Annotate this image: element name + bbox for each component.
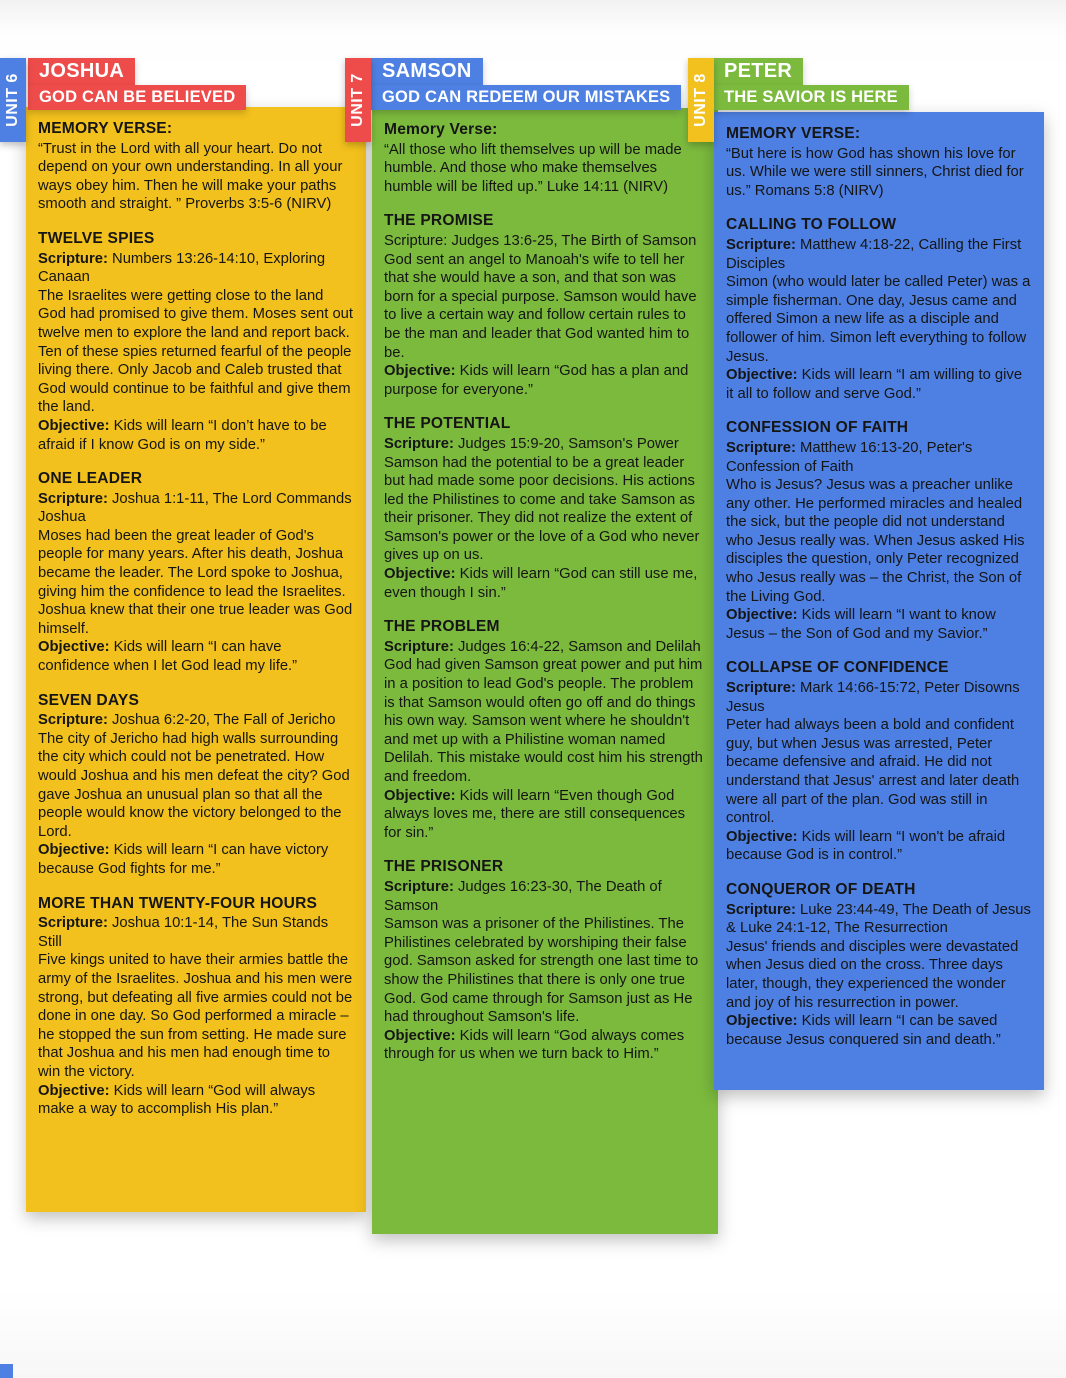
field-text: Judges 16:23-30, The Death of Samson	[384, 878, 662, 914]
field-text: Kids will learn “God can still use me, even though I sin.”	[384, 566, 698, 601]
field-text: Joshua 6:2-20, The Fall of Jericho	[112, 712, 336, 729]
field-label: Objective:	[726, 1013, 798, 1030]
body-text	[38, 527, 354, 639]
objective-line	[38, 1082, 354, 1119]
field-text: Judges 16:4-22, Samson and Delilah	[458, 638, 701, 655]
field-label: Scripture:	[384, 232, 448, 249]
section	[726, 659, 1032, 865]
peter-title	[713, 58, 803, 85]
objective-line	[384, 1027, 706, 1064]
field-text: Kids will learn “I am willing to give it all to follow and serve God.”	[726, 367, 1023, 402]
field-label: Scripture:	[726, 901, 796, 918]
field-text: The city of Jericho had high walls surrounding the city which could not be penetrated. How would Joshua and his men defeat the city? God gave Joshua an unusual plan so that all the people would know the victory belonged to the Lord.	[38, 730, 350, 840]
field-text: Numbers 13:26-14:10, Exploring Canaan	[38, 250, 326, 286]
field-text: Samson was a prisoner of the Philistines. The Philistines celebrated by worshiping their false god. Samson asked for strength one last time to show the Philistines that there is only one true God. God came through for Samson just as He had throughout Samson's life.	[384, 916, 699, 1026]
body-text	[38, 140, 354, 214]
unit-7-tab-label: UNIT 7	[349, 73, 366, 127]
body-text	[38, 951, 354, 1081]
section-title: COLLAPSE OF CONFIDENCE	[726, 659, 949, 677]
scripture-line	[726, 901, 1032, 938]
field-label: Scripture:	[726, 680, 796, 697]
samson-title	[371, 58, 483, 85]
field-text: Kids will learn “I can have confidence when I let God lead my life.”	[38, 639, 298, 675]
objective-line	[726, 606, 1032, 643]
field-text: God had given Samson great power and put him in a position to lead God's people. The problem is that Samson would often go off and do things his own way. Samson went where he shouldn't and met up with a Philistine woman named Delilah. This mistake would cost him his strength and freedom.	[384, 657, 703, 785]
field-label: Scripture:	[726, 236, 796, 253]
section	[384, 858, 706, 1064]
section	[38, 895, 354, 1119]
section	[384, 415, 706, 602]
body-text	[38, 730, 354, 842]
field-label: Objective:	[384, 1027, 456, 1044]
field-label: Objective:	[384, 787, 456, 804]
scripture-line	[38, 711, 354, 730]
samson-subtitle-text: GOD CAN REDEEM OUR MISTAKES	[382, 88, 671, 106]
scripture-line	[38, 250, 354, 287]
section-title: CALLING TO FOLLOW	[726, 216, 897, 234]
section	[726, 419, 1032, 643]
field-text: Kids will learn “I don’t have to be afraid if I know God is on my side.”	[38, 417, 327, 453]
peter-subtitle-text: THE SAVIOR IS HERE	[724, 88, 898, 106]
unit-column-samson	[372, 108, 718, 1234]
section-title: THE PROBLEM	[384, 618, 500, 636]
field-text: Luke 23:44-49, The Death of Jesus & Luke 24:1-12, The Resurrection	[726, 901, 1031, 937]
field-label: Scripture:	[38, 250, 108, 267]
unit-8-tab	[688, 58, 714, 142]
section-title: Memory Verse:	[384, 121, 498, 138]
field-text: Peter had always been a bold and confident guy, but when Jesus was arrested, Peter became defensive and afraid. He did not understand that Jesus' arrest and later death were all part of the plan. God was still in control.	[726, 717, 1020, 827]
field-label: Scripture:	[38, 712, 108, 729]
section	[38, 470, 354, 676]
samson-sections	[372, 108, 718, 1064]
body-text	[384, 915, 706, 1027]
field-label: Objective:	[38, 842, 110, 859]
scripture-line	[384, 638, 706, 657]
field-text: Judges 15:9-20, Samson's Power	[458, 435, 679, 452]
field-label: Scripture:	[384, 638, 454, 655]
body-text	[384, 656, 706, 786]
section	[384, 121, 706, 196]
field-text: Kids will learn “God has a plan and purpose for everyone.”	[384, 363, 689, 398]
field-text: “But here is how God has shown his love for us. While we were still sinners, Christ died for us.” Romans 5:8 (NIRV)	[726, 145, 1024, 199]
field-label: Objective:	[384, 363, 456, 380]
objective-line	[726, 1012, 1032, 1049]
section-title: CONFESSION OF FAITH	[726, 419, 909, 437]
peter-title-text: PETER	[724, 60, 793, 82]
scripture-line	[726, 679, 1032, 716]
field-text: “Trust in the Lord with all your heart. Do not depend on your own understanding. In all your ways obey him. Then he will make your paths smooth and straight. ” Proverbs 3:5-6 (NIRV)	[38, 140, 343, 213]
field-text: God sent an angel to Manoah's wife to tell her that she would have a son, and that son was born for a special purpose. Samson would have to live a certain way and follow certain rules to be the man and leader that God wanted him to be.	[384, 251, 697, 361]
section-title: THE PROMISE	[384, 212, 494, 230]
field-text: Matthew 16:13-20, Peter's Confession of Faith	[726, 439, 973, 475]
field-text: Kids will learn “I can be saved because Jesus conquered sin and death.”	[726, 1013, 1001, 1048]
section-title: CONQUEROR OF DEATH	[726, 880, 916, 898]
body-text	[726, 145, 1032, 201]
field-text: Kids will learn “Even though God always loves me, there are still consequences for sin.”	[384, 787, 686, 841]
field-text: Who is Jesus? Jesus was a preacher unlike any other. He performed miracles and healed the sick, but the people did not understand who Jesus really was. When Jesus asked His disciples the question, only Peter recognized who Jesus really was – the Christ, the Son of the Living God.	[726, 477, 1025, 605]
body-text	[726, 938, 1032, 1012]
body-text	[384, 454, 706, 566]
objective-line	[38, 841, 354, 878]
field-label: Scripture:	[384, 878, 454, 895]
field-text: Matthew 4:18-22, Calling the First Disciples	[726, 236, 1022, 272]
body-text	[384, 141, 706, 197]
field-text: Kids will learn “I won't be afraid because God is in control.”	[726, 828, 1006, 864]
section	[38, 692, 354, 879]
scripture-line	[384, 232, 706, 251]
scripture-line	[384, 435, 706, 454]
field-text: Kids will learn “I can have victory because God fights for me.”	[38, 842, 329, 877]
scripture-line	[726, 439, 1032, 476]
body-text	[726, 476, 1032, 606]
body-text	[38, 287, 354, 417]
field-text: Samson had the potential to be a great leader but had made some poor decisions. His actions led the Philistines to come and take Samson as their prisoner. They did not realize the extent of Samson's power or the love of a God who never gives up on us.	[384, 454, 700, 564]
objective-line	[384, 787, 706, 843]
objective-line	[38, 417, 354, 454]
scripture-line	[726, 236, 1032, 273]
objective-line	[384, 362, 706, 399]
field-text: Five kings united to have their armies battle the army of the Israelites. Joshua and his men were strong, but defeating all five armies could not be done in one day. So God performed a miracle – he stopped the sun from setting. He made sure that Joshua and his men had enough time to win the victory.	[38, 952, 353, 1080]
field-text: Joshua 1:1-11, The Lord Commands Joshua	[38, 490, 352, 526]
next-unit-tab-peek	[0, 1364, 13, 1378]
field-text: Kids will learn “God always comes through for us when we turn back to Him.”	[384, 1027, 685, 1063]
objective-line	[726, 366, 1032, 403]
unit-6-tab-label: UNIT 6	[4, 73, 21, 127]
field-label: Objective:	[726, 367, 798, 384]
scripture-line	[38, 914, 354, 951]
unit-8-tab-label: UNIT 8	[692, 73, 709, 127]
samson-title-text: SAMSON	[382, 60, 472, 82]
section-title: MEMORY VERSE:	[38, 120, 173, 137]
joshua-subtitle-text: GOD CAN BE BELIEVED	[39, 88, 236, 106]
field-text: Judges 13:6-25, The Birth of Samson	[451, 232, 697, 249]
field-text: Mark 14:66-15:72, Peter Disowns Jesus	[726, 680, 1020, 715]
section-title: SEVEN DAYS	[38, 691, 140, 709]
section-title: THE PRISONER	[384, 858, 504, 876]
field-label: Objective:	[38, 1082, 110, 1099]
objective-line	[38, 638, 354, 675]
joshua-title-text: JOSHUA	[39, 60, 125, 82]
unit-column-joshua	[26, 107, 366, 1212]
section	[726, 881, 1032, 1049]
objective-line	[384, 565, 706, 602]
joshua-sections	[26, 107, 366, 1119]
body-text	[726, 273, 1032, 366]
section	[384, 212, 706, 399]
scripture-line	[384, 878, 706, 915]
field-label: Scripture:	[726, 439, 796, 456]
unit-7-tab	[345, 58, 371, 142]
field-label: Objective:	[726, 607, 798, 624]
field-text: Jesus' friends and disciples were devastated when Jesus died on the cross. Three days later, though, they experienced the wonder and joy of his resurrection in power.	[726, 938, 1019, 1011]
field-text: Moses had been the great leader of God's people for many years. After his death, Joshua became the leader. The Lord spoke to Joshua, giving him the confidence to lead the Israelites. Joshua knew that their one true leader was God himself.	[38, 527, 353, 637]
peter-sections	[714, 112, 1044, 1049]
section-title: TWELVE SPIES	[38, 229, 155, 247]
joshua-subtitle	[28, 85, 246, 110]
field-label: Scripture:	[38, 490, 108, 507]
field-label: Scripture:	[384, 435, 454, 452]
body-text	[384, 251, 706, 363]
field-text: Joshua 10:1-14, The Sun Stands Still	[38, 915, 329, 950]
scripture-line	[38, 490, 354, 527]
section-title: MORE THAN TWENTY-FOUR HOURS	[38, 894, 318, 912]
section	[384, 618, 706, 842]
body-text	[726, 716, 1032, 828]
field-label: Objective:	[38, 639, 110, 656]
section-title: MEMORY VERSE:	[726, 125, 861, 142]
unit-column-peter	[714, 112, 1044, 1090]
peter-subtitle	[713, 85, 909, 110]
section	[726, 216, 1032, 403]
field-label: Scripture:	[38, 915, 108, 932]
joshua-title	[28, 58, 135, 85]
field-text: The Israelites were getting close to the land God had promised to give them. Moses sent out twelve men to explore the land and report back. Ten of these spies returned fearful of the people living there. Only Jacob and Caleb trusted that God would continue to be faithful and give them the land.	[38, 287, 354, 416]
section	[38, 230, 354, 454]
section	[726, 125, 1032, 200]
field-label: Objective:	[384, 566, 456, 583]
unit-6-tab	[0, 58, 26, 142]
objective-line	[726, 828, 1032, 865]
field-text: “All those who lift themselves up will be made humble. And those who make themselves humble will be lifted up.” Luke 14:11 (NIRV)	[384, 141, 682, 195]
section-title: ONE LEADER	[38, 470, 143, 488]
field-text: Kids will learn “I want to know Jesus – the Son of God and my Savior.”	[726, 607, 996, 642]
field-label: Objective:	[38, 417, 110, 434]
field-text: Simon (who would later be called Peter) was a simple fisherman. One day, Jesus came and offered Simon a new life as a disciple and follower of him. Simon left everything to follow Jesus.	[726, 274, 1031, 365]
field-text: Kids will learn “God will always make a way to accomplish His plan.”	[38, 1082, 316, 1118]
section-title: THE POTENTIAL	[384, 415, 511, 433]
section	[38, 120, 354, 214]
field-label: Objective:	[726, 828, 798, 845]
samson-subtitle	[371, 85, 681, 110]
